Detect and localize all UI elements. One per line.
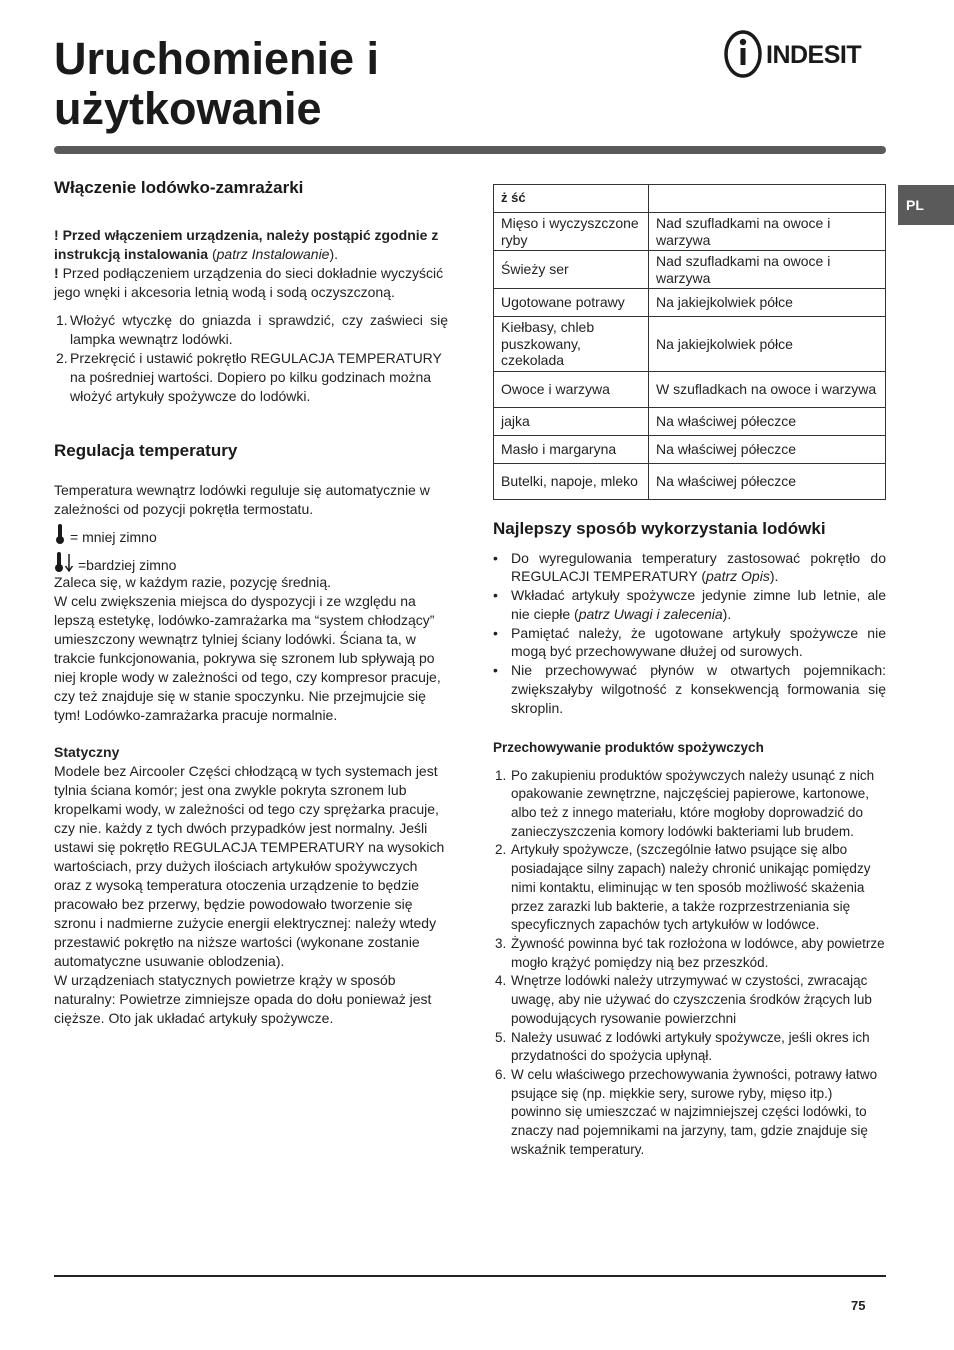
section-heading-best-use: Najlepszy sposób wykorzystania lodówki [493, 518, 826, 538]
warning-clean: ! Przed podłączeniem urządzenia do sieci dokładnie wyczyścić jego wnęki i akcesoria letnią wodą i sodą oczyszczoną. [54, 265, 444, 300]
table-row: jajka Na właściwej półeczce [494, 407, 886, 435]
thermometer-cold-icon [54, 551, 74, 573]
list-item: • Wkładać artykuły spożywcze jedynie zimne lub letnie, ale nie ciepłe (patrz Uwagi i zalecenia). [493, 587, 886, 622]
list-item: 4. Wnętrze lodówki należy utrzymywać w czystości, zwracając uwagę, aby nie używać do czyszczenia środków żrących lub powodujących rysowanie powierzchni [495, 973, 872, 1026]
table-row: Mięso i wyczyszczone ryby Nad szufladkami na owoce i warzywa [494, 213, 886, 251]
table-header-food: ż ść [494, 185, 649, 213]
list-item: • Do wyregulowania temperatury zastosować pokrętło do REGULACJI TEMPERATURY (patrz Opis). [493, 549, 886, 585]
table-row: Butelki, napoje, mleko Na właściwej półeczce [494, 463, 886, 499]
static-heading: Statyczny [54, 744, 120, 760]
list-item: • Pamiętać należy, że ugotowane artykuły spożywcze nie mogą być przechowywane dłużej od surowych. [493, 624, 886, 660]
list-item: 1. Włożyć wtyczkę do gniazda i sprawdzić, czy zaświeci się lampka wewnątrz lodówki. [56, 312, 448, 347]
list-item: 6. W celu właściwego przechowywania żywności, potrawy łatwo psujące się (np. miękkie sery, surowe ryby, mięso itp.) powinno się umieszczać w najzimniejszej części lodówki, to znaczy nad pojemnikami na jarzyny, tam, gdzie znajduje się wskaźnik temperatury. [495, 1066, 878, 1157]
storage-steps [493, 767, 886, 1160]
more-cold-legend: =bardziej zimno [54, 545, 448, 573]
indesit-logo [722, 28, 890, 80]
right-column [493, 184, 886, 1159]
list-item: 2. Artykuły spożywcze, (szczególnie łatwo psujące się albo posiadające silny zapach) należy chronić unikając pomiędzy nimi kontaktu, eliminując w ten sposób możliwość skażenia przez zarazki lub bakterie, a także rozprzestrzeniania się specyficznych zapachów tych artykułów w lodówce. [495, 842, 871, 933]
footer-rule [54, 1275, 886, 1277]
food-placement-table [493, 184, 886, 500]
left-column [54, 178, 448, 1028]
storage-heading: Przechowywanie produktów spożywczych [493, 739, 764, 755]
list-item: 1. Po zakupieniu produktów spożywczych należy usunąć z nich opakowanie zewnętrzne, najczęściej papierowe, kartonowe, albo też z innego materiału, które mogłoby doprowadzić do zanieczyszczenia komory lodówki bakteriami lub brudem. [495, 767, 875, 839]
table-header-row [494, 185, 886, 213]
table-header-place [649, 185, 886, 213]
table-row: Owoce i warzywa W szufladkach na owoce i warzywa [494, 371, 886, 407]
brand-name: INDESIT [766, 41, 862, 69]
thermometer-icon [54, 523, 66, 545]
warning-install: ! Przed włączeniem urządzenia, należy postąpić zgodnie z instrukcją instalowania (patrz Instalowanie). [54, 227, 439, 262]
table-row: Świeży ser Nad szufladkami na owoce i warzywa [494, 251, 886, 289]
language-tab: PL [898, 185, 954, 225]
static-body: Modele bez Aircooler Części chłodzącą w tych systemach jest tylnia ściana komór; jest ona zwykle pokryta szronem lub kropelkami wody, w zależności od tego czy sprężarka pracuje, czy nie. każdy z tych dwóch przypadków jest normalny. Jeśli ustawi się pokrętło REGULACJA TEMPERATURY na wysokich wartościach, przy dużych ilościach artykułów spożywczych oraz z wysoką temperatura otoczenia urządzenie to będzie pracowało bez przerwy, będzie powodowało tworzenie się szronu i nadmierne zużycie energii elektrycznej: należy wtedy przestawić pokrętło na niższe wartości (wykonane zostanie automatyczne usuwanie oblodzenia). W urządzeniach statycznych powietrze krąży w sposób naturalny: Powietrze zimniejsze opada do dołu ponieważ jest cięższe. Oto jak układać artykuły spożywcze. [54, 763, 445, 1026]
section-heading-switch-on: Włączenie lodówko-zamrażarki [54, 178, 304, 197]
header-rule [54, 146, 886, 154]
warning-mark: ! [54, 227, 59, 243]
warning-mark: ! [54, 265, 59, 281]
list-item: 3. Żywność powinna być tak rozłożona w lodówce, aby powietrze mogło krążyć pomiędzy nią bez przeszkód. [495, 936, 885, 970]
page-number: 75 [851, 1298, 866, 1313]
list-item: 5. Należy usuwać z lodówki artykuły spożywcze, jeśli okres ich przydatności do spożycia upłynął. [495, 1029, 870, 1064]
temperature-intro: Temperatura wewnątrz lodówki reguluje się automatycznie w zależności od pozycji pokrętła termostatu. [54, 482, 430, 517]
section-heading-temperature: Regulacja temperatury [54, 441, 238, 460]
page-title-line1: Uruchomienie i [54, 33, 380, 84]
temperature-body: Zaleca się, w każdym razie, pozycję średnią. W celu zwiększenia miejsca do dyspozycji i ze względu na lepszą estetykę, lodówko-zamrażarka ma “system chłodzący” umieszczony wewnątrz tylniej ściany lodówki. Ściana ta, w trakcie funkcjonowania, pokrywa się szronem lub spływają po niej krople wody w zależności od tego, czy kompresor pracuje, czy też znajduje się w stanie spoczynku. Nie przejmujcie się tym! Lodówko-zamrażarka pracuje normalnie. [54, 574, 441, 723]
page-title [54, 34, 654, 134]
list-item: 2. Przekręcić i ustawić pokrętło REGULACJA TEMPERATURY na pośredniej wartości. Dopiero po kilku godzinach można włożyć artykuły spożywcze do lodówki. [56, 350, 442, 404]
page-title-line2: użytkowanie [54, 83, 322, 134]
table-row: Masło i margaryna Na właściwej półeczce [494, 435, 886, 463]
table-row: Kiełbasy, chleb puszkowany, czekolada Na jakiejkolwiek półce [494, 317, 886, 372]
best-use-list [493, 549, 886, 718]
switch-on-steps [54, 311, 448, 406]
less-cold-legend: = mniej zimno [54, 519, 448, 545]
table-row: Ugotowane potrawy Na jakiejkolwiek półce [494, 289, 886, 317]
list-item: • Nie przechowywać płynów w otwartych pojemnikach: zwiększałyby wilgotność z konsekwencją formowania się skroplin. [493, 662, 886, 716]
